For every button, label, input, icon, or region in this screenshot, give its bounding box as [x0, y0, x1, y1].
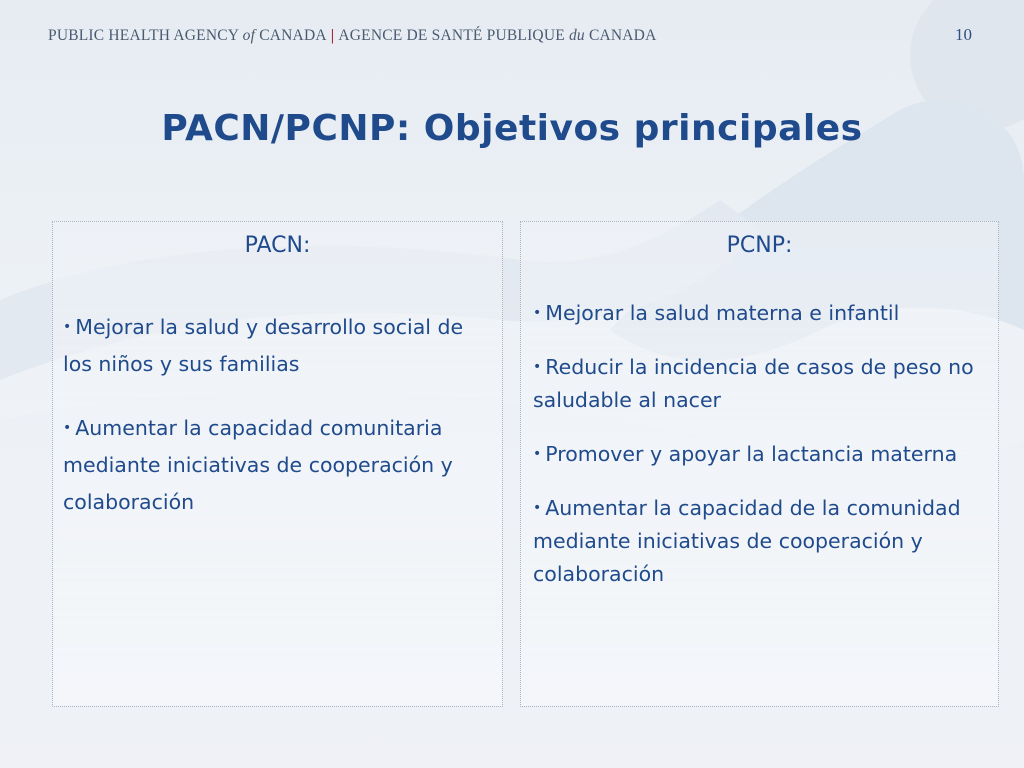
- pacn-heading: PACN:: [244, 233, 311, 258]
- pcnp-objectives-list: [533, 297, 993, 612]
- slide-title: PACN/PCNP: Objetivos principales: [161, 108, 863, 149]
- bullet-icon: •: [533, 305, 542, 321]
- list-item: • Aumentar la capacidad de la comunidad mediante iniciativas de cooperación y colaboración: [533, 496, 961, 586]
- list-item: • Mejorar la salud y desarrollo social de los niños y sus familias: [63, 315, 464, 376]
- list-item: • Aumentar la capacidad comunitaria mediante iniciativas de cooperación y colaboración: [63, 416, 453, 514]
- list-item: • Reducir la incidencia de casos de peso no saludable al nacer: [533, 355, 974, 412]
- list-item: • Promover y apoyar la lactancia materna: [533, 442, 958, 466]
- pacn-objectives-list: [63, 309, 495, 548]
- agency-name-fr: AGENCE DE SANTÉ PUBLIQUE du CANADA: [338, 27, 657, 44]
- bullet-icon: •: [533, 359, 542, 375]
- bullet-icon: •: [533, 446, 542, 462]
- bullet-icon: •: [533, 500, 542, 516]
- agency-header: [48, 27, 656, 45]
- agency-separator: |: [330, 27, 335, 44]
- agency-name-en: PUBLIC HEALTH AGENCY of CANADA: [48, 27, 327, 44]
- page-number: 10: [955, 25, 972, 44]
- bullet-icon: •: [63, 319, 72, 335]
- pacn-panel: [52, 221, 503, 707]
- pcnp-panel: [520, 221, 999, 707]
- bullet-icon: •: [63, 420, 72, 436]
- list-item: • Mejorar la salud materna e infantil: [533, 301, 900, 325]
- pcnp-heading: PCNP:: [726, 233, 793, 258]
